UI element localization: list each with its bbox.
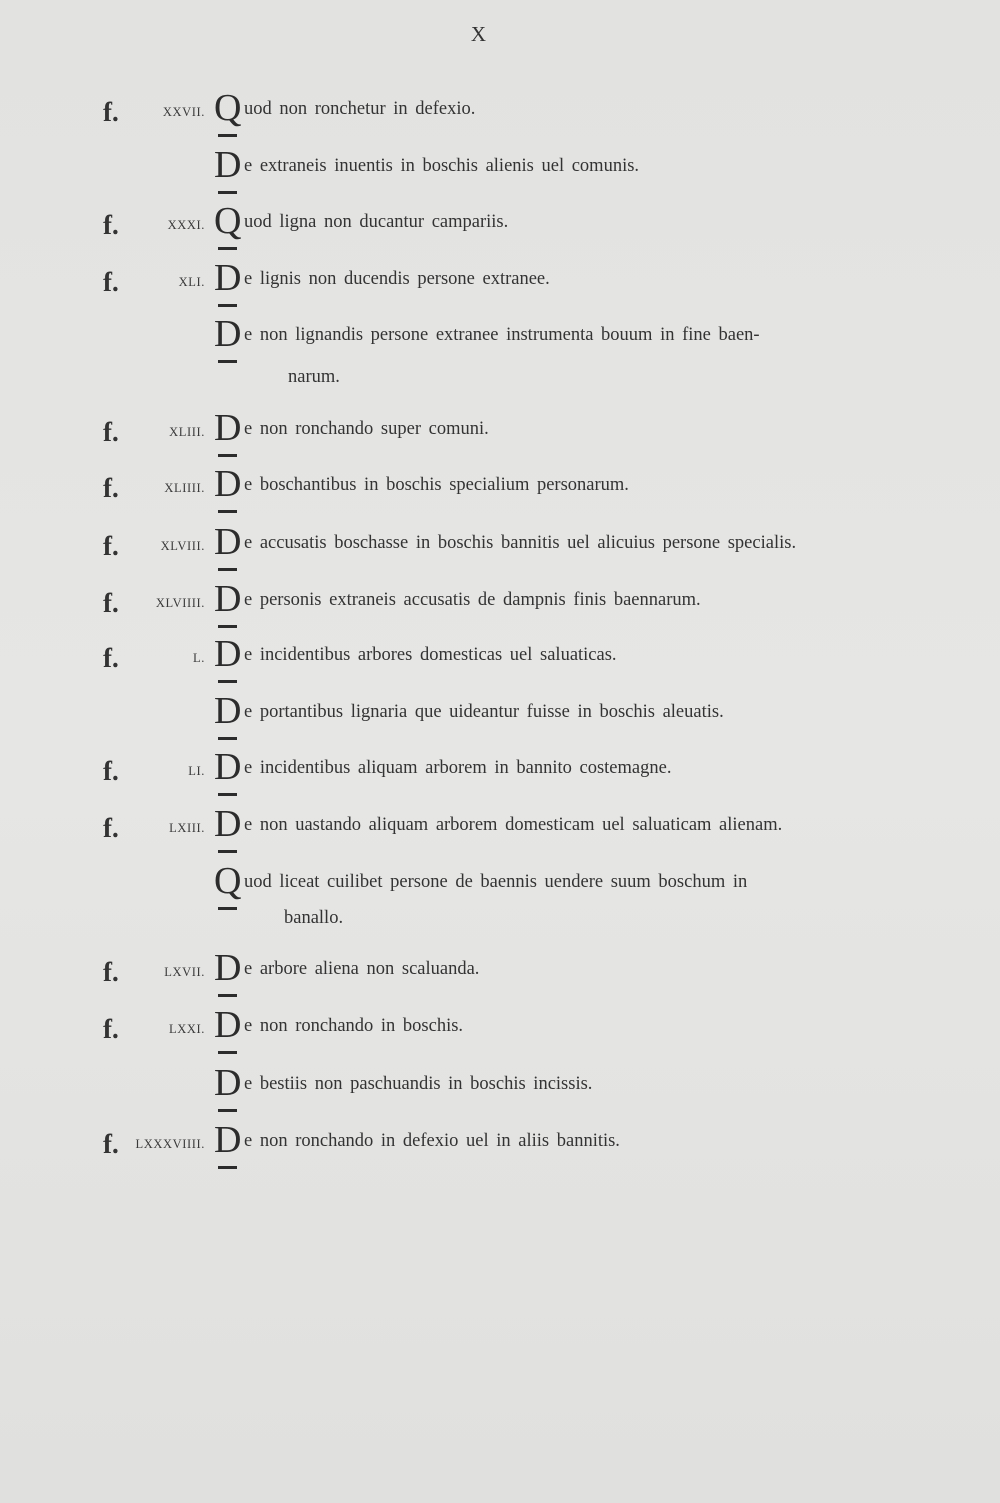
index-entry [0,1062,1000,1110]
entry-text: e incidentibus arbores domesticas uel saluaticas. [244,645,617,665]
index-entry [0,746,1000,794]
entry-text: e boschantibus in boschis specialium personarum. [244,475,629,495]
entry-text: e non uastando aliquam arborem domesticam uel saluaticam alienam. [244,815,783,835]
folio-mark: f. [103,588,119,618]
initial-letter: D [214,746,242,788]
folio-mark: f. [103,531,119,561]
index-entry [0,860,1000,928]
initial-letter: D [214,690,242,732]
folio-mark: f. [103,643,119,673]
chapter-numeral: XXVII. [162,105,205,119]
index-entry [0,144,1000,192]
index-entry [0,1119,1000,1167]
index-entry [0,200,1000,248]
folio-mark: f. [103,957,119,987]
folio-mark: f. [103,473,119,503]
entry-continuation: banallo. [284,908,344,928]
initial-letter: D [214,1062,242,1104]
folio-mark: f. [103,267,119,297]
entry-text: e non lignandis persone extranee instrumenta bouum in fine baen- [244,325,760,345]
index-entry [0,633,1000,681]
initial-letter: D [214,578,242,620]
folio-mark: f. [103,417,119,447]
index-entry [0,407,1000,455]
index-entry [0,87,1000,135]
chapter-numeral: L. [193,651,205,665]
initial-letter: D [214,257,242,299]
entry-continuation: narum. [288,367,340,387]
entry-text: e bestiis non paschuandis in boschis incissis. [244,1074,593,1094]
initial-letter: D [214,1119,242,1161]
index-entry [0,463,1000,511]
index-entry [0,1004,1000,1052]
entry-text: e arbore aliena non scaluanda. [244,959,480,979]
chapter-numeral: LXXXVIIII. [135,1137,205,1151]
chapter-numeral: XLIIII. [164,481,205,495]
chapter-numeral: LI. [188,764,205,778]
entry-text: e lignis non ducendis persone extranee. [244,269,550,289]
initial-letter: Q [214,860,242,902]
entry-text: e personis extraneis accusatis de dampnis finis baennarum. [244,590,701,610]
entry-text: e non ronchando super comuni. [244,419,489,439]
chapter-numeral: XXXI. [167,218,205,232]
chapter-numeral: LXXI. [169,1022,205,1036]
entry-text: e portantibus lignaria que uideantur fuisse in boschis aleuatis. [244,702,724,722]
chapter-numeral: XLI. [178,275,205,289]
folio-mark: f. [103,97,119,127]
folio-mark: f. [103,210,119,240]
initial-letter: D [214,633,242,675]
entry-text: uod ligna non ducantur campariis. [244,212,509,232]
entry-text: e extraneis inuentis in boschis alienis uel comunis. [244,156,640,176]
folio-mark: f. [103,1014,119,1044]
initial-letter: D [214,1004,242,1046]
initial-letter: D [214,521,242,563]
index-entry [0,313,1000,387]
chapter-numeral: XLIII. [169,425,205,439]
entry-text: e non ronchando in defexio uel in aliis bannitis. [244,1131,620,1151]
initial-letter: Q [214,87,242,129]
folio-mark: f. [103,1129,119,1159]
index-entry [0,947,1000,995]
entry-text: e accusatis boschasse in boschis bannitis uel alicuius persone specialis. [244,533,797,553]
folio-mark: f. [103,756,119,786]
initial-letter: D [214,144,242,186]
initial-letter: D [214,947,242,989]
chapter-numeral: XLVIII. [160,539,205,553]
initial-letter: D [214,803,242,845]
page-number: X [470,22,488,46]
initial-letter: D [214,407,242,449]
initial-letter: D [214,463,242,505]
folio-mark: f. [103,813,119,843]
index-entry [0,803,1000,851]
index-entry [0,521,1000,569]
index-entry [0,690,1000,738]
chapter-numeral: LXVII. [164,965,205,979]
entry-text: uod liceat cuilibet persone de baennis uendere suum boschum in [244,872,748,892]
chapter-numeral: XLVIIII. [155,596,205,610]
index-entry [0,257,1000,305]
entry-text: e incidentibus aliquam arborem in bannito costemagne. [244,758,672,778]
entry-text: e non ronchando in boschis. [244,1016,464,1036]
index-entry [0,578,1000,626]
chapter-numeral: LXIII. [169,821,205,835]
initial-letter: D [214,313,242,355]
entry-text: uod non ronchetur in defexio. [244,99,476,119]
initial-letter: Q [214,200,242,242]
